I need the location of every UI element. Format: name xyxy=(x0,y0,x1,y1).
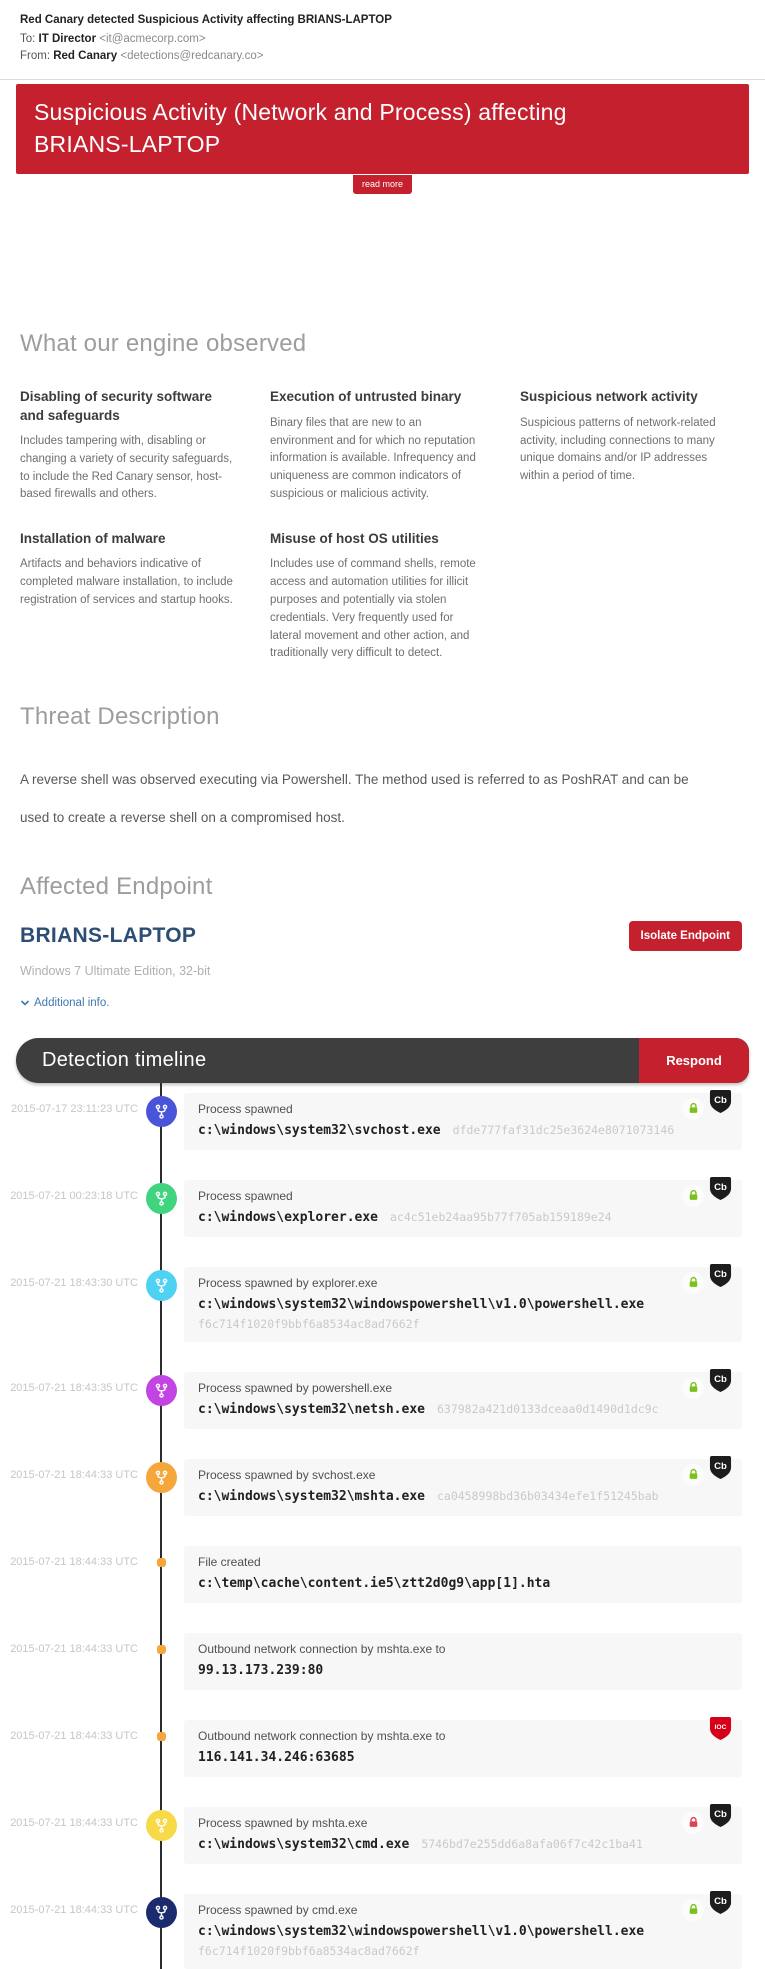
timeline-entry xyxy=(0,1459,742,1516)
entry-detail-line xyxy=(198,1661,728,1679)
process-fork-icon xyxy=(146,1810,177,1841)
observed-category xyxy=(270,388,487,503)
process-fork-icon xyxy=(146,1096,177,1127)
email-subject: Red Canary detected Suspicious Activity affecting BRIANS-LAPTOP xyxy=(20,14,392,26)
carbon-black-badge[interactable] xyxy=(709,1176,732,1206)
observed-grid xyxy=(20,388,737,663)
svg-text:Cb: Cb xyxy=(714,1181,727,1193)
entry-detail-line xyxy=(198,1748,728,1766)
carbon-black-badge[interactable] xyxy=(709,1455,732,1485)
email-header xyxy=(0,0,765,80)
entry-timestamp: 2015-07-21 18:44:33 UTC xyxy=(10,1555,138,1568)
entry-marker-column xyxy=(138,1894,184,1928)
entry-title: Process spawned by cmd.exe xyxy=(198,1902,358,1917)
to-label: To: xyxy=(20,33,36,45)
entry-detail-line xyxy=(198,1208,728,1226)
svg-text:IOC: IOC xyxy=(714,1723,727,1731)
entry-card[interactable] xyxy=(184,1267,742,1342)
process-fork-icon xyxy=(146,1270,177,1301)
category-title: Execution of untrusted binary xyxy=(270,389,462,405)
entry-card[interactable] xyxy=(184,1894,742,1969)
alert-banner xyxy=(16,84,749,174)
lock-icon xyxy=(682,1377,704,1399)
detection-timeline-title: Detection timeline xyxy=(42,1048,207,1071)
from-label: From: xyxy=(20,50,51,62)
entry-hash-inline: 637982a421d0133dceaa0d1490d1dc9c xyxy=(436,1401,659,1416)
process-fork-icon xyxy=(146,1897,177,1928)
event-dot-icon xyxy=(157,1558,166,1567)
observed-category xyxy=(520,388,737,485)
timeline-entry xyxy=(0,1894,742,1969)
entry-card[interactable] xyxy=(184,1807,742,1864)
entry-timestamp: 2015-07-21 18:44:33 UTC xyxy=(10,1729,138,1742)
lock-icon xyxy=(682,1464,704,1486)
entry-detail-line xyxy=(198,1295,728,1313)
entry-detail-line xyxy=(198,1400,728,1418)
entry-path: c:\windows\system32\svchost.exe xyxy=(198,1122,441,1138)
timeline-entry xyxy=(0,1267,742,1342)
entry-card[interactable] xyxy=(184,1459,742,1516)
entry-badges xyxy=(682,1896,732,1921)
entry-hash-inline: ac4c51eb24aa95b77f705ab159189e24 xyxy=(390,1209,612,1224)
entry-path: c:\windows\system32\windowspowershell\v1.0\powershell.exe xyxy=(198,1923,645,1939)
entry-card[interactable] xyxy=(184,1093,742,1150)
carbon-black-badge[interactable] xyxy=(709,1368,732,1398)
entry-title: Process spawned by explorer.exe xyxy=(198,1275,378,1290)
entry-path: c:\windows\explorer.exe xyxy=(198,1209,379,1225)
entry-detail-line xyxy=(198,1835,728,1853)
entry-path: 99.13.173.239:80 xyxy=(198,1662,324,1678)
threat-description: A reverse shell was observed executing via Powershell. The method used is referred to as PoshRAT and can be used to create a reverse shell on a compromised host. xyxy=(20,772,689,826)
svg-text:Cb: Cb xyxy=(714,1808,727,1820)
entry-path: c:\windows\system32\netsh.exe xyxy=(198,1401,425,1417)
timeline-entries xyxy=(0,1093,742,1969)
entry-timestamp: 2015-07-21 18:44:33 UTC xyxy=(10,1816,138,1829)
email-to-line xyxy=(20,33,745,45)
entry-title: Process spawned xyxy=(198,1101,293,1116)
category-title: Disabling of security software and safeguards xyxy=(20,389,213,423)
process-fork-icon xyxy=(146,1375,177,1406)
read-more-button[interactable]: read more xyxy=(353,175,412,194)
svg-text:Cb: Cb xyxy=(714,1373,727,1385)
additional-info-label: Additional info. xyxy=(34,996,110,1009)
entry-marker-column xyxy=(138,1093,184,1127)
observed-category xyxy=(20,530,237,610)
timeline-entry xyxy=(0,1807,742,1864)
endpoint-name: BRIANS-LAPTOP xyxy=(20,923,197,947)
isolate-endpoint-button[interactable]: Isolate Endpoint xyxy=(629,921,742,951)
process-fork-icon xyxy=(146,1183,177,1214)
additional-info-link[interactable] xyxy=(20,997,109,1009)
threat-heading: Threat Description xyxy=(20,703,220,731)
entry-badges xyxy=(682,1182,732,1207)
entry-marker-column xyxy=(138,1459,184,1493)
entry-title: Process spawned by svchost.exe xyxy=(198,1467,376,1482)
timeline-entry xyxy=(0,1546,742,1603)
carbon-black-badge[interactable] xyxy=(709,1803,732,1833)
entry-badges xyxy=(682,1374,732,1399)
entry-timestamp: 2015-07-17 23:11:23 UTC xyxy=(11,1102,138,1115)
entry-hash-inline: 5746bd7e255dd6a8afa06f7c42c1ba41 xyxy=(421,1836,643,1851)
category-title: Suspicious network activity xyxy=(520,389,698,405)
entry-card[interactable] xyxy=(184,1372,742,1429)
timeline-entry xyxy=(0,1720,742,1777)
entry-badges xyxy=(682,1461,732,1486)
timeline-entry xyxy=(0,1633,742,1690)
unlock-icon xyxy=(682,1812,704,1834)
entry-badges xyxy=(682,1269,732,1294)
svg-text:Cb: Cb xyxy=(714,1268,727,1280)
process-fork-icon xyxy=(146,1462,177,1493)
entry-marker-column xyxy=(138,1807,184,1841)
entry-marker-column xyxy=(138,1720,184,1741)
event-dot-icon xyxy=(157,1732,166,1741)
svg-text:Cb: Cb xyxy=(714,1094,727,1106)
category-description: Binary files that are new to an environment and for which no reputation information is available. Infrequency and uniqueness are common indicators of suspicious or malicious activity. xyxy=(270,416,476,500)
category-description: Includes use of command shells, remote access and automation utilities for illicit purposes and potentially via stolen credentials. Very frequently used for lateral movement and other action, and traditionally very difficult to detect. xyxy=(270,558,476,660)
entry-title: Process spawned xyxy=(198,1188,293,1203)
carbon-black-badge[interactable] xyxy=(709,1890,732,1920)
timeline-entry xyxy=(0,1093,742,1150)
entry-marker-column xyxy=(138,1267,184,1301)
entry-timestamp: 2015-07-21 18:44:33 UTC xyxy=(10,1642,138,1655)
lock-icon xyxy=(682,1098,704,1120)
entry-marker-column xyxy=(138,1372,184,1406)
category-description: Suspicious patterns of network-related activity, including connections to many unique domains and/or IP addresses within a period of time. xyxy=(520,416,716,483)
category-title: Misuse of host OS utilities xyxy=(270,531,439,547)
from-name: Red Canary xyxy=(53,50,118,62)
observed-category xyxy=(270,530,487,663)
email-from-line xyxy=(20,50,745,62)
observed-heading: What our engine observed xyxy=(20,330,307,358)
entry-timestamp: 2015-07-21 18:43:30 UTC xyxy=(10,1276,138,1289)
timeline xyxy=(0,1083,765,1969)
carbon-black-badge[interactable] xyxy=(709,1089,732,1119)
timeline-entry xyxy=(0,1372,742,1429)
entry-hash-inline: dfde777faf31dc25e3624e8071073146 xyxy=(452,1122,675,1137)
entry-title: File created xyxy=(198,1554,261,1569)
endpoint-os: Windows 7 Ultimate Edition, 32-bit xyxy=(20,963,211,978)
ioc-badge[interactable] xyxy=(709,1716,732,1746)
entry-path: c:\windows\system32\mshta.exe xyxy=(198,1488,425,1504)
entry-detail-line xyxy=(198,1487,728,1505)
entry-card[interactable] xyxy=(184,1180,742,1237)
entry-path: c:\temp\cache\content.ie5\ztt2d0g9\app[1].hta xyxy=(198,1575,551,1591)
lock-icon xyxy=(682,1899,704,1921)
endpoint-heading: Affected Endpoint xyxy=(20,872,213,900)
alert-title: Suspicious Activity (Network and Process) affecting BRIANS-LAPTOP xyxy=(34,99,567,157)
carbon-black-badge[interactable] xyxy=(709,1263,732,1293)
entry-hash-below: f6c714f1020f9bbf6a8534ac8ad7662f xyxy=(198,1316,420,1331)
respond-button[interactable]: Respond xyxy=(639,1038,749,1083)
entry-hash-inline: ca0458998bd36b03434efe1f51245bab xyxy=(436,1488,659,1503)
category-description: Artifacts and behaviors indicative of completed malware installation, to include registration of services and startup hooks. xyxy=(20,558,233,606)
endpoint-row xyxy=(20,921,742,951)
svg-text:Cb: Cb xyxy=(714,1460,727,1472)
entry-path: 116.141.34.246:63685 xyxy=(198,1749,355,1765)
entry-title: Outbound network connection by mshta.exe to xyxy=(198,1641,446,1656)
read-more-wrap xyxy=(0,174,765,194)
entry-marker-column xyxy=(138,1546,184,1567)
entry-path: c:\windows\system32\cmd.exe xyxy=(198,1836,410,1852)
entry-timestamp: 2015-07-21 18:43:35 UTC xyxy=(10,1381,138,1394)
entry-path: c:\windows\system32\windowspowershell\v1.0\powershell.exe xyxy=(198,1296,645,1312)
entry-marker-column xyxy=(138,1180,184,1214)
category-description: Includes tampering with, disabling or changing a variety of security safeguards, to include the Red Canary sensor, host-based firewalls and others. xyxy=(20,434,233,501)
timeline-entry xyxy=(0,1180,742,1237)
lock-icon xyxy=(682,1272,704,1294)
category-title: Installation of malware xyxy=(20,531,166,547)
lock-icon xyxy=(682,1185,704,1207)
chevron-down-icon xyxy=(20,999,30,1007)
entry-detail-line xyxy=(198,1121,728,1139)
to-name: IT Director xyxy=(38,33,97,45)
detection-timeline-bar xyxy=(16,1038,749,1083)
svg-text:Cb: Cb xyxy=(714,1895,727,1907)
entry-card[interactable] xyxy=(184,1720,742,1777)
entry-hash-below: f6c714f1020f9bbf6a8534ac8ad7662f xyxy=(198,1943,420,1958)
entry-title: Process spawned by powershell.exe xyxy=(198,1380,393,1395)
entry-title: Process spawned by mshta.exe xyxy=(198,1815,368,1830)
entry-badges xyxy=(709,1722,732,1746)
entry-card[interactable] xyxy=(184,1633,742,1690)
entry-timestamp: 2015-07-21 18:44:33 UTC xyxy=(10,1468,138,1481)
event-dot-icon xyxy=(157,1645,166,1654)
entry-detail-line xyxy=(198,1922,728,1940)
to-address: <it@acmecorp.com> xyxy=(99,33,206,45)
entry-timestamp: 2015-07-21 00:23:18 UTC xyxy=(10,1189,138,1202)
observed-category xyxy=(20,388,237,504)
entry-card[interactable] xyxy=(184,1546,742,1603)
from-address: <detections@redcanary.co> xyxy=(120,50,264,62)
entry-badges xyxy=(682,1095,732,1120)
entry-timestamp: 2015-07-21 18:44:33 UTC xyxy=(10,1903,138,1916)
entry-marker-column xyxy=(138,1633,184,1654)
entry-detail-line xyxy=(198,1574,728,1592)
entry-title: Outbound network connection by mshta.exe to xyxy=(198,1728,446,1743)
